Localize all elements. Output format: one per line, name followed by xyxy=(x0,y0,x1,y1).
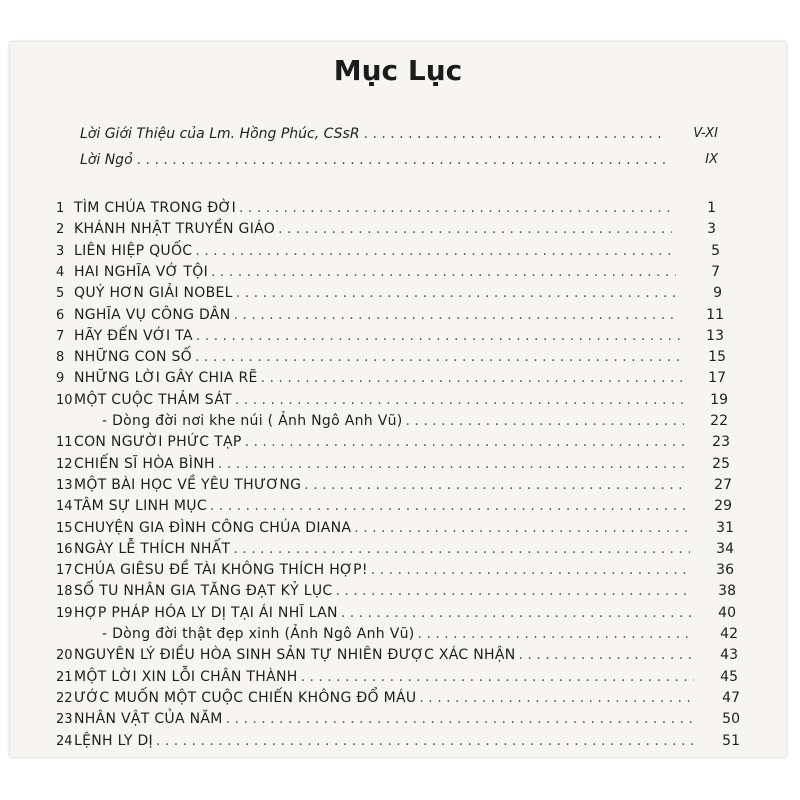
entry-title: CON NGƯỜI PHỨC TẠP xyxy=(74,434,242,451)
entry-title: HÃY ĐẾN VỚI TA xyxy=(74,327,193,344)
front-matter-label: Lời Ngỏ xyxy=(80,152,133,168)
dot-leader xyxy=(418,626,694,642)
toc-entry xyxy=(56,647,738,668)
front-matter-page: IX xyxy=(705,152,718,167)
front-matter-row xyxy=(80,126,718,142)
dot-leader xyxy=(233,541,690,557)
entry-title: NGÀY LỄ THÍCH NHẤT xyxy=(74,540,231,557)
toc-entry xyxy=(56,456,730,477)
entry-page-number: 19 xyxy=(710,391,728,408)
entry-page-number: 15 xyxy=(708,349,726,366)
toc-subentry xyxy=(56,626,738,647)
dot-leader xyxy=(341,605,692,621)
entry-number: 12 xyxy=(56,456,73,472)
entry-title: NGUYÊN LÝ ĐIỀU HÒA SINH SẢN TỰ NHIÊN ĐƯỢC XÁC NHẬN xyxy=(74,647,516,664)
entry-page-number: 50 xyxy=(722,711,740,728)
dot-leader xyxy=(195,243,676,259)
entry-number: 23 xyxy=(56,712,73,728)
dot-leader xyxy=(235,392,684,408)
toc-entry xyxy=(56,370,726,391)
dot-leader xyxy=(239,200,672,216)
entry-page-number: 17 xyxy=(708,370,726,387)
toc-entry xyxy=(56,520,734,541)
entry-page-number: 34 xyxy=(716,540,734,557)
entry-page-number: 3 xyxy=(707,221,716,238)
dot-leader xyxy=(211,264,676,280)
entry-number: 2 xyxy=(56,222,65,238)
dot-leader xyxy=(261,370,682,386)
entry-number: 1 xyxy=(56,201,65,216)
dot-leader xyxy=(210,498,688,514)
entry-title: MỘT LỜI XIN LỖI CHÂN THÀNH xyxy=(74,668,298,685)
entry-number: 10 xyxy=(56,392,73,408)
dot-leader xyxy=(301,669,694,685)
book-page xyxy=(10,42,786,757)
toc-entry xyxy=(56,498,732,519)
entry-page-number: 11 xyxy=(706,306,724,323)
dot-leader xyxy=(195,349,682,365)
toc-entry xyxy=(56,307,724,328)
entry-page-number: 23 xyxy=(712,434,730,451)
dot-leader xyxy=(156,733,696,749)
entry-page-number: 51 xyxy=(722,732,740,749)
dot-leader xyxy=(364,126,666,142)
dot-leader xyxy=(371,562,690,578)
entry-title: HAI NGHĨA VỚ TỘI xyxy=(74,263,208,280)
entry-title: CHUYỆN GIA ĐÌNH CÔNG CHÚA DIANA xyxy=(74,519,352,536)
toc-entry xyxy=(56,221,716,242)
entry-number: 15 xyxy=(56,520,73,536)
entry-title: SỐ TU NHÂN GIA TĂNG ĐẠT KỶ LỤC xyxy=(74,583,333,600)
entry-page-number: 9 xyxy=(713,285,722,302)
entry-number: 17 xyxy=(56,563,73,579)
entry-number: 5 xyxy=(56,286,65,302)
toc-entry xyxy=(56,541,734,562)
entry-page-number: 5 xyxy=(711,242,720,259)
dot-leader xyxy=(278,221,672,237)
dot-leader xyxy=(226,711,696,727)
entry-number: 6 xyxy=(56,307,65,323)
dot-leader xyxy=(236,285,678,301)
entry-title: KHÁNH NHẬT TRUYỀN GIÁO xyxy=(74,221,276,238)
entry-title: CHÚA GIÊSU ĐỀ TÀI KHÔNG THÍCH HỢP! xyxy=(74,562,368,579)
entry-page-number: 47 xyxy=(722,689,740,706)
toc-entry xyxy=(56,285,722,306)
entry-page-number: 31 xyxy=(716,519,734,536)
entry-number: 4 xyxy=(56,264,65,280)
entry-page-number: 43 xyxy=(720,647,738,664)
entry-page-number: 45 xyxy=(720,668,738,685)
page-title: Mục Lục xyxy=(333,54,463,87)
entry-page-number: 29 xyxy=(714,498,732,515)
entry-number: 18 xyxy=(56,584,73,600)
dot-leader xyxy=(406,413,684,429)
entry-title: QUÝ HƠN GIẢI NOBEL xyxy=(74,285,233,302)
entry-number: 9 xyxy=(56,371,65,387)
entry-number: 21 xyxy=(56,669,73,685)
toc-entry xyxy=(56,477,732,498)
toc-entry xyxy=(56,200,716,221)
entry-title: HỢP PHÁP HÓA LY DỊ TẠI ÁI NHĨ LAN xyxy=(74,604,338,621)
toc-entry xyxy=(56,605,736,626)
entry-title: - Dòng đời thật đẹp xinh (Ảnh Ngô Anh Vũ) xyxy=(102,626,415,642)
entry-number: 22 xyxy=(56,690,73,706)
entry-title: NHÂN VẬT CỦA NĂM xyxy=(74,711,223,728)
toc-entry xyxy=(56,669,738,690)
toc-entry xyxy=(56,711,740,732)
dot-leader xyxy=(245,434,686,450)
dot-leader xyxy=(234,307,680,323)
entry-number: 20 xyxy=(56,648,73,664)
entry-page-number: 27 xyxy=(714,476,732,493)
entry-number: 11 xyxy=(56,435,73,451)
entry-title: NHỮNG LỜI GÂY CHIA RẼ xyxy=(74,370,258,387)
entry-title: TÂM SỰ LINH MỤC xyxy=(74,498,207,515)
toc-entry xyxy=(56,434,730,455)
front-matter-label: Lời Giới Thiệu của Lm. Hồng Phúc, CSsR xyxy=(80,126,360,142)
front-matter-page: V-XI xyxy=(693,126,718,141)
toc-entry xyxy=(56,328,724,349)
entry-number: 3 xyxy=(56,243,65,259)
dot-leader xyxy=(354,520,690,536)
entry-page-number: 36 xyxy=(716,562,734,579)
dot-leader xyxy=(196,328,680,344)
toc-entry xyxy=(56,392,728,413)
toc-entry xyxy=(56,264,720,285)
entry-title: LỆNH LY DỊ xyxy=(74,732,153,749)
dot-leader xyxy=(218,456,686,472)
entry-title: - Dòng đời nơi khe núi ( Ảnh Ngô Anh Vũ) xyxy=(102,413,403,429)
toc-subentry xyxy=(56,413,728,434)
dot-leader xyxy=(419,690,696,706)
entry-page-number: 42 xyxy=(720,626,738,642)
entry-title: CHIẾN SĨ HÒA BÌNH xyxy=(74,455,215,472)
entry-title: LIÊN HIỆP QUỐC xyxy=(74,242,193,259)
entry-number: 19 xyxy=(56,605,73,621)
toc-entry xyxy=(56,243,720,264)
entry-page-number: 13 xyxy=(706,327,724,344)
front-matter-row xyxy=(80,152,718,168)
dot-leader xyxy=(304,477,688,493)
dot-leader xyxy=(335,583,692,599)
entry-title: MỘT BÀI HỌC VỀ YÊU THƯƠNG xyxy=(74,476,302,493)
toc-entry xyxy=(56,562,734,583)
entry-page-number: 40 xyxy=(718,604,736,621)
entry-number: 8 xyxy=(56,350,65,366)
entry-number: 24 xyxy=(56,733,73,749)
entry-page-number: 25 xyxy=(712,455,730,472)
entry-number: 16 xyxy=(56,541,73,557)
entry-page-number: 1 xyxy=(707,200,716,216)
toc-entry xyxy=(56,583,736,604)
entry-number: 13 xyxy=(56,477,73,493)
entry-title: NGHĨA VỤ CÔNG DÂN xyxy=(74,306,231,323)
toc-entry xyxy=(56,349,726,370)
toc-entry xyxy=(56,690,740,711)
entry-title: MỘT CUỘC THẢM SÁT xyxy=(74,391,232,408)
entry-title: ƯỚC MUỐN MỘT CUỘC CHIẾN KHÔNG ĐỔ MÁU xyxy=(74,689,417,706)
entry-page-number: 38 xyxy=(718,583,736,600)
toc-entry xyxy=(56,733,740,754)
entry-page-number: 7 xyxy=(711,263,720,280)
entry-page-number: 22 xyxy=(710,413,728,429)
dot-leader xyxy=(519,647,694,663)
entry-title: TÌM CHÚA TRONG ĐỜI xyxy=(74,200,237,216)
entry-number: 14 xyxy=(56,499,73,515)
entry-number: 7 xyxy=(56,328,65,344)
entry-title: NHỮNG CON SỐ xyxy=(74,349,193,366)
dot-leader xyxy=(137,152,666,168)
